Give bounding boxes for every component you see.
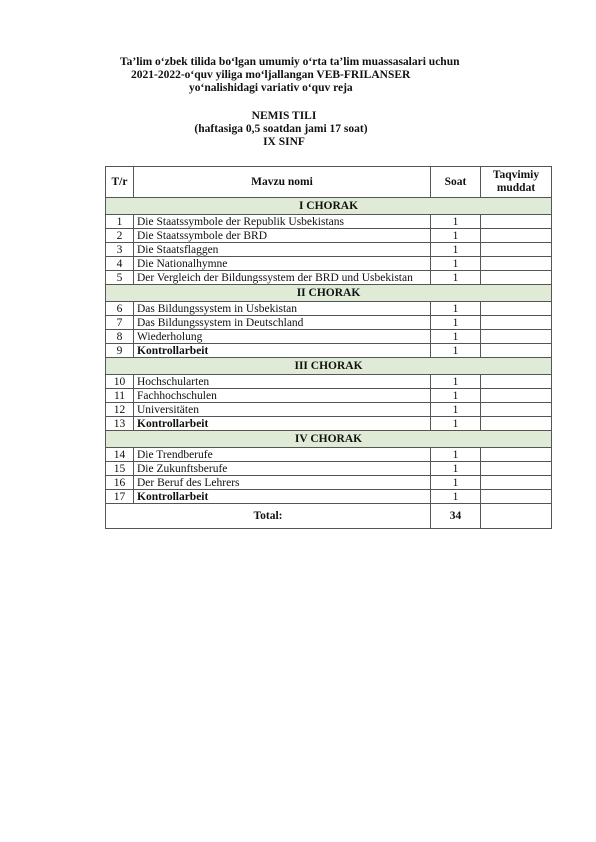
row-schedule [481,403,552,417]
row-topic: Der Vergleich der Bildungssystem der BRD und Usbekistan [134,271,431,285]
row-schedule [481,344,552,358]
total-row [106,504,552,529]
quarter-row [106,431,552,448]
table-row [106,403,552,417]
row-topic: Die Staatssymbole der Republik Usbekistans [134,215,431,229]
row-schedule [481,448,552,462]
row-number: 5 [106,271,134,285]
col-header-schedule: Taqvimiy muddat [481,167,552,198]
row-hours: 1 [431,389,481,403]
row-topic: Fachhochschulen [134,389,431,403]
table-row [106,462,552,476]
quarter-title: I CHORAK [106,198,552,215]
table-row [106,229,552,243]
row-schedule [481,462,552,476]
table-row [106,316,552,330]
quarter-row [106,285,552,302]
row-schedule [481,330,552,344]
row-hours: 1 [431,215,481,229]
row-topic: Wiederholung [134,330,431,344]
quarter-row [106,358,552,375]
title-line-3: yo‘nalishidagi variativ o‘quv reja [189,82,353,94]
hours-note: (haftasiga 0,5 soatdan jami 17 soat) [194,123,368,135]
row-topic: Universitäten [134,403,431,417]
row-schedule [481,375,552,389]
row-topic: Die Staatssymbole der BRD [134,229,431,243]
row-topic: Die Trendberufe [134,448,431,462]
quarter-title: III CHORAK [106,358,552,375]
row-hours: 1 [431,330,481,344]
row-topic: Die Nationalhymne [134,257,431,271]
row-schedule [481,476,552,490]
table-row [106,417,552,431]
row-hours: 1 [431,448,481,462]
title-line-2: 2021-2022-o‘quv yiliga mo‘ljallangan VEB-FRILANSER [131,69,411,81]
table-row [106,302,552,316]
quarter-row [106,198,552,215]
title-line-1: Ta’lim o‘zbek tilida bo‘lgan umumiy o‘rta ta’lim muassasalari uchun [120,56,460,68]
row-number: 17 [106,490,134,504]
row-hours: 1 [431,344,481,358]
row-topic: Kontrollarbeit [134,417,431,431]
row-schedule [481,316,552,330]
row-number: 2 [106,229,134,243]
row-hours: 1 [431,229,481,243]
table-row [106,257,552,271]
row-number: 11 [106,389,134,403]
row-topic: Kontrollarbeit [134,490,431,504]
row-number: 7 [106,316,134,330]
table-row [106,490,552,504]
row-hours: 1 [431,316,481,330]
row-hours: 1 [431,375,481,389]
quarter-title: II CHORAK [106,285,552,302]
row-topic: Die Staatsflaggen [134,243,431,257]
row-number: 3 [106,243,134,257]
row-number: 14 [106,448,134,462]
col-header-hours: Soat [431,167,481,198]
curriculum-table [105,166,552,529]
col-header-topic: Mavzu nomi [134,167,431,198]
row-number: 15 [106,462,134,476]
row-schedule [481,257,552,271]
row-number: 4 [106,257,134,271]
grade-title: IX SINF [263,136,305,148]
row-number: 1 [106,215,134,229]
table-body [106,198,552,529]
total-label: Total: [106,504,431,529]
row-hours: 1 [431,476,481,490]
row-hours: 1 [431,243,481,257]
row-topic: Der Beruf des Lehrers [134,476,431,490]
row-number: 16 [106,476,134,490]
row-schedule [481,417,552,431]
row-schedule [481,490,552,504]
row-schedule [481,302,552,316]
subject-title: NEMIS TILI [251,110,317,122]
total-hours: 34 [431,504,481,529]
row-number: 10 [106,375,134,389]
row-topic: Hochschularten [134,375,431,389]
table-row [106,448,552,462]
col-header-number: T/r [106,167,134,198]
table-header-row [106,167,552,198]
row-topic: Das Bildungssystem in Usbekistan [134,302,431,316]
row-number: 6 [106,302,134,316]
row-hours: 1 [431,462,481,476]
row-number: 13 [106,417,134,431]
table-row [106,389,552,403]
row-hours: 1 [431,302,481,316]
row-hours: 1 [431,490,481,504]
table-row [106,330,552,344]
table-row [106,215,552,229]
table-row [106,476,552,490]
row-schedule [481,229,552,243]
table-row [106,243,552,257]
row-hours: 1 [431,417,481,431]
row-schedule [481,271,552,285]
row-hours: 1 [431,257,481,271]
row-schedule [481,389,552,403]
row-schedule [481,215,552,229]
total-schedule [481,504,552,529]
quarter-title: IV CHORAK [106,431,552,448]
row-number: 8 [106,330,134,344]
row-schedule [481,243,552,257]
row-topic: Die Zukunftsberufe [134,462,431,476]
row-number: 9 [106,344,134,358]
row-topic: Kontrollarbeit [134,344,431,358]
table-row [106,375,552,389]
row-hours: 1 [431,271,481,285]
row-number: 12 [106,403,134,417]
row-hours: 1 [431,403,481,417]
row-topic: Das Bildungssystem in Deutschland [134,316,431,330]
table-row [106,344,552,358]
table-row [106,271,552,285]
